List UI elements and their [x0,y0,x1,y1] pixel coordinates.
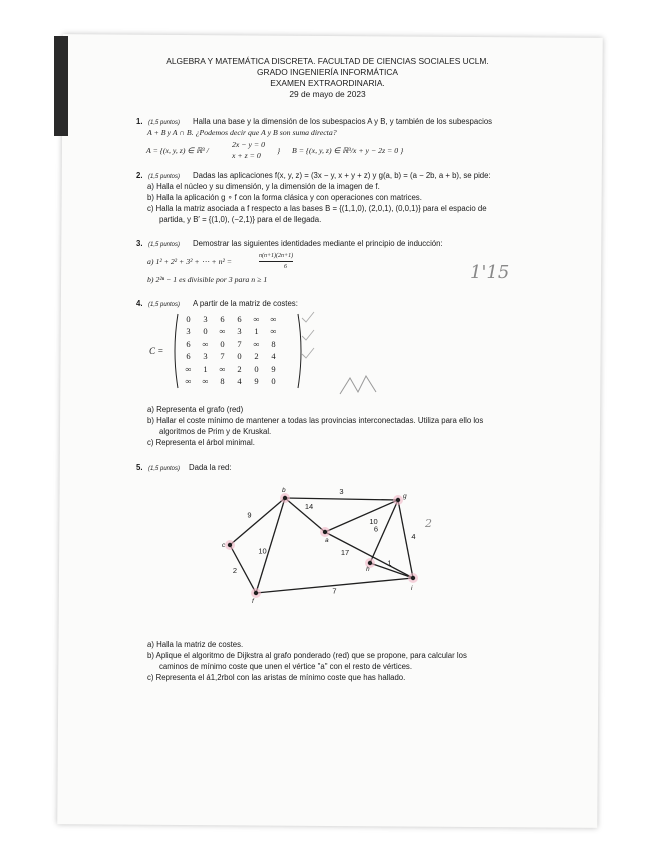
graph-node-label: f [252,598,254,605]
graph-edge-weight: 2 [232,566,238,575]
q2-b: b) Halla la aplicación g ∘ f con la forma clásica y con operaciones con matrices. [147,193,422,202]
q1-set-a: A = {(x, y, z) ∈ ℝ³ / [146,146,209,155]
q4-statement: A partir de la matriz de costes: [193,299,298,308]
matrix-cell: ∞ [253,314,260,324]
matrix-cell: 0 [254,363,259,374]
q1-points: (1,5 puntos) [148,120,181,126]
q5-b: b) Aplique el algoritmo de Dijkstra al grafo ponderado (red) que se propone, para calcular los [147,651,467,660]
matrix-cell: 4 [271,351,276,362]
q1-set-a-eq1: 2x − y = 0 [232,140,266,149]
matrix-cell: 0 [220,338,225,349]
header-line-3: EXAMEN EXTRAORDINARIA. [270,78,385,88]
graph-edge-b-f [256,498,285,593]
matrix-cell: 6 [237,314,242,324]
matrix-cell: ∞ [202,338,209,349]
q1-set-a-eq2: x + z = 0 [232,151,261,160]
matrix-cell: 3 [186,326,191,337]
graph-edge-weight: 1 [387,558,392,568]
q5-statement: Dada la red: [189,463,232,472]
graph-edge-weight: 7 [332,586,337,596]
matrix-cell: 2 [254,351,259,362]
q4-matrix-label: C = [149,346,164,356]
header-line-2: GRADO INGENIERÍA INFORMÁTICA [257,67,398,77]
q5-c: c) Representa el á1,2rbol con las aristas de mínimo coste que has hallado. [147,673,406,682]
graph-edge-weight: 4 [411,532,416,541]
graph-node-label: a [325,537,329,544]
q2-c: c) Halla la matriz asociada a f respecto a las bases B = {(1,1,0), (2,0,1), (0,0,1)} para el espacio de [147,204,487,213]
q4-b: b) Hallar el coste mínimo de mantener a todas las provincias interconectadas. Utiliza para ello los [147,416,484,425]
graph-node-a [323,530,327,534]
header-date: 29 de mayo de 2023 [289,89,366,99]
matrix-cell: 8 [271,338,276,349]
q5-a: a) Halla la matriz de costes. [147,640,244,649]
matrix-cell: 8 [220,376,225,386]
handwritten-scribble [336,370,396,400]
handwritten-score: 1'15 [470,262,510,283]
graph-edge-weight: 9 [247,510,252,520]
graph-node-b [283,496,287,500]
graph-node-h [368,561,372,565]
handwritten-margin-note: 2 [425,517,432,530]
q1-statement-2: A + B y A ∩ B. ¿Podemos decir que A y B son suma directa? [147,128,337,137]
q1-set-a-close: } [277,146,281,155]
q3-number: 3. [136,239,143,248]
matrix-cell: ∞ [185,363,192,374]
matrix-cell: 0 [203,326,208,337]
graph-node-i [411,576,415,580]
q2-points: (1,5 puntos) [148,174,181,180]
q5-points: (1,5 puntos) [148,466,181,472]
q2-c-cont: partida, y B′ = {(1,0), (−2,1)} para el de llegada. [159,215,322,224]
q3-points: (1,5 puntos) [148,242,181,248]
graph-edge-weight: 3 [339,487,344,496]
graph-edge-b-g [285,498,398,500]
matrix-cell: 7 [220,351,225,362]
graph-edge-weight: 6 [373,524,379,534]
graph-node-label: g [403,493,407,500]
matrix-cell: 3 [203,351,208,362]
graph-edge-weight: 10 [258,546,267,556]
q5-b-cont: caminos de mínimo coste que unen el vértice "a" con el resto de vértices. [159,662,412,671]
q4-points: (1,5 puntos) [148,302,181,308]
matrix-cell: 4 [237,376,242,386]
graph-node-label: b [282,487,286,494]
graph-edge-b-c [230,498,285,545]
q3-a-numerator: n(n+1)(2n+1) [259,251,293,262]
matrix-cell: ∞ [270,326,277,337]
matrix-cell: 3 [237,326,242,337]
q1-statement: Halla una base y la dimensión de los subespacios A y B, y también de los subespacios [193,117,493,126]
matrix-cell: 1 [203,363,208,374]
matrix-cell: 9 [271,363,276,374]
graph-node-label: c [222,542,226,549]
graph-node-c [228,543,232,547]
q4-c: c) Representa el árbol minimal. [147,438,255,447]
matrix-cell: 0 [237,351,242,362]
q2-statement: Dadas las aplicaciones f(x, y, z) = (3x − y, x + y + z) y g(a, b) = (a − 2b, a + b), se pide: [193,171,491,180]
graph-node-g [396,498,400,502]
matrix-cell: 3 [203,314,208,324]
matrix-cell: ∞ [270,314,277,324]
q4-a: a) Representa el grafo (red) [147,405,244,414]
matrix-cell: ∞ [219,326,226,337]
q4-b-cont: algoritmos de Prim y de Kruskal. [159,427,272,436]
graph-node-label: h [366,566,370,573]
q3-statement: Demostrar las siguientes identidades mediante el principio de inducción: [193,239,443,248]
q4-number: 4. [136,299,143,308]
matrix-cell: ∞ [202,376,209,386]
matrix-cell: ∞ [219,363,226,374]
matrix-cell: 6 [186,338,191,349]
q3-a: a) 1² + 2² + 3² + ⋯ + n² = [147,257,233,266]
q2-a: a) Halla el núcleo y su dimensión, y la dimensión de la imagen de f. [147,182,380,191]
q3-b: b) 2²ⁿ − 1 es divisible por 3 para n ≥ 1 [147,275,268,284]
graph-node-label: i [411,585,413,592]
graph-edge-weight: 17 [340,548,350,557]
handwritten-check-marks [300,310,320,370]
matrix-cell: 1 [254,326,259,337]
matrix-cell: 6 [186,351,191,362]
matrix-cell: ∞ [253,338,260,349]
q2-number: 2. [136,171,143,180]
matrix-cell: ∞ [185,376,192,386]
q5-number: 5. [136,463,143,472]
matrix-cell: 0 [271,376,276,386]
header-line-1: ALGEBRA Y MATEMÁTICA DISCRETA. FACULTAD DE CIENCIAS SOCIALES UCLM. [166,56,489,66]
matrix-cell: 2 [237,363,242,374]
q1-number: 1. [136,117,143,126]
graph-edge-weight: 14 [304,502,314,511]
matrix-cell: 0 [186,314,191,324]
matrix-cell: 6 [220,314,225,324]
q3-a-denominator: 6 [284,264,287,270]
graph-edge-weight: 10 [369,517,378,526]
q1-set-b: B = {(x, y, z) ∈ ℝ³/x + y − 2z = 0 } [292,146,404,155]
graph-node-f [254,591,258,595]
matrix-cell: 9 [254,376,259,386]
matrix-cell: 7 [237,338,242,349]
graph-edge-a-g [325,500,398,532]
